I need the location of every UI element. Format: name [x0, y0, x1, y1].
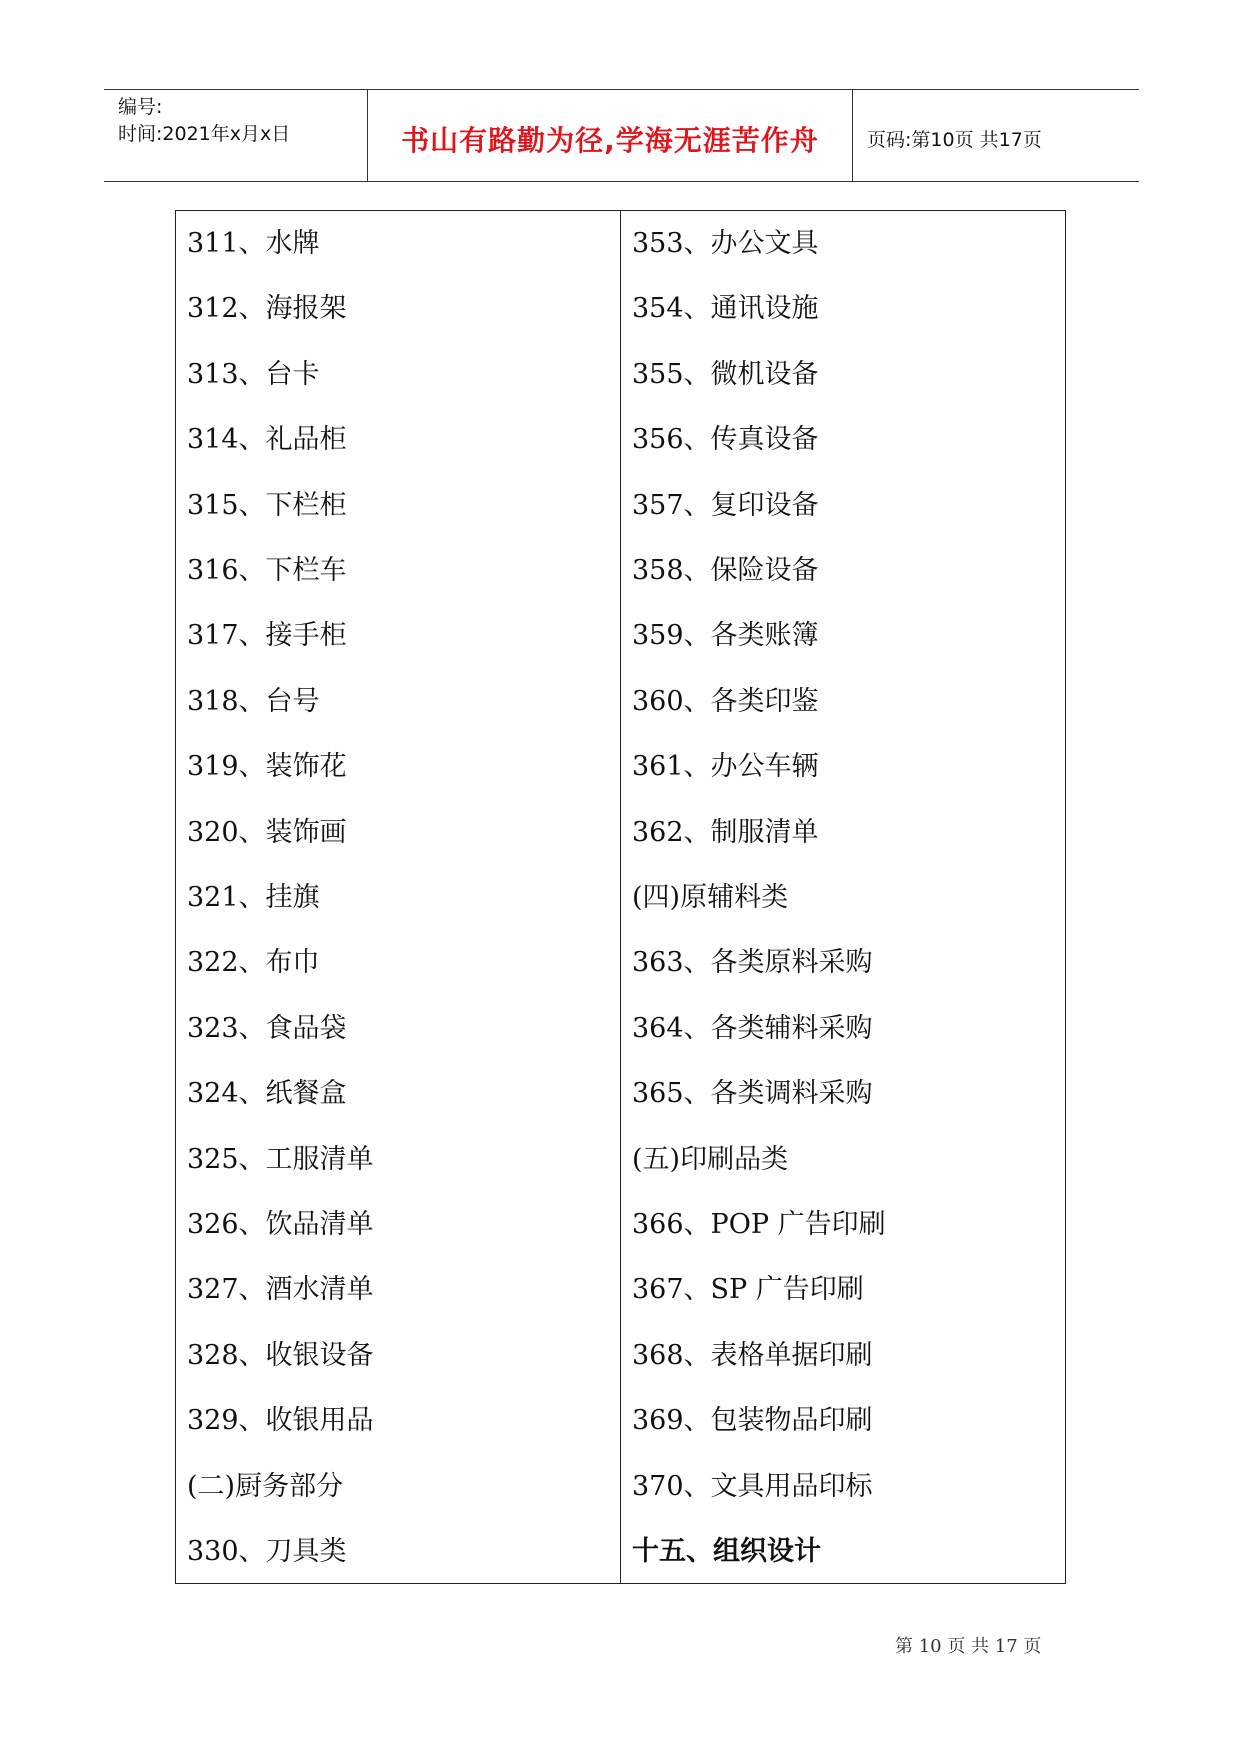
left-list-item: 314、礼品柜	[187, 424, 347, 456]
header-page-info: 页码:第10页 共17页	[867, 129, 1042, 151]
right-list-item: 360、各类印鉴	[632, 685, 819, 717]
right-list-item: 368、表格单据印刷	[632, 1339, 873, 1371]
right-list-item: 364、各类辅料采购	[632, 1012, 873, 1044]
left-list-item: 329、收银用品	[187, 1405, 374, 1437]
page-header	[104, 89, 1139, 182]
right-list-item: 354、通讯设施	[632, 293, 819, 325]
left-list-item: 322、布巾	[187, 947, 320, 979]
right-list-item: 355、微机设备	[632, 358, 819, 390]
left-list-item: 311、水牌	[187, 228, 320, 259]
page-footer: 第 10 页 共 17 页	[895, 1636, 1042, 1657]
right-list-item: 357、复印设备	[632, 489, 819, 521]
right-list-item: 358、保险设备	[632, 555, 819, 586]
left-list-item: 315、下栏柜	[187, 489, 347, 521]
header-motto-cell	[368, 90, 853, 181]
header-motto: 书山有路勤为径,学海无涯苦作舟	[401, 123, 819, 157]
left-list-item: 326、饮品清单	[187, 1209, 374, 1240]
left-list-item: 319、装饰花	[187, 751, 347, 783]
header-meta-cell	[104, 90, 368, 181]
left-list-item: 320、装饰画	[187, 816, 347, 848]
column-divider	[620, 211, 621, 1583]
left-list-item: 330、刀具类	[187, 1536, 347, 1567]
left-list-item: 325、工服清单	[187, 1143, 374, 1175]
right-list-item: 356、传真设备	[632, 424, 819, 456]
left-list-item: 312、海报架	[187, 293, 347, 325]
right-list-item: 363、各类原料采购	[632, 947, 873, 979]
left-list-item: 317、接手柜	[187, 620, 347, 652]
left-list-item: 316、下栏车	[187, 555, 347, 586]
right-list-item: 369、包装物品印刷	[632, 1405, 873, 1437]
right-list-item: 362、制服清单	[632, 816, 819, 848]
document-number-label: 编号:	[118, 96, 163, 118]
right-list-item: 367、SP 广告印刷	[632, 1274, 864, 1306]
left-list-item: 321、挂旗	[187, 882, 320, 913]
document-time-label: 时间:2021年x月x日	[118, 123, 291, 145]
right-list-item: 366、POP 广告印刷	[632, 1209, 886, 1240]
right-list-item: (四)原辅料类	[632, 882, 789, 913]
right-list-item: (五)印刷品类	[632, 1143, 789, 1175]
left-list-item: (二)厨务部分	[187, 1470, 344, 1502]
right-list-item: 353、办公文具	[632, 228, 819, 259]
header-page-cell	[853, 90, 1139, 181]
left-list-item: 328、收银设备	[187, 1339, 374, 1371]
left-list-item: 323、食品袋	[187, 1012, 347, 1044]
left-list-item: 324、纸餐盒	[187, 1078, 347, 1110]
right-list-item: 359、各类账簿	[632, 620, 819, 652]
right-list-item: 365、各类调料采购	[632, 1078, 873, 1110]
item-list-table	[175, 210, 1066, 1584]
left-list-item: 327、酒水清单	[187, 1274, 374, 1306]
right-list-item: 361、办公车辆	[632, 751, 819, 783]
right-list-item: 370、文具用品印标	[632, 1470, 873, 1502]
left-list-item: 318、台号	[187, 685, 320, 717]
left-list-item: 313、台卡	[187, 358, 320, 390]
right-list-item: 十五、组织设计	[632, 1536, 821, 1567]
